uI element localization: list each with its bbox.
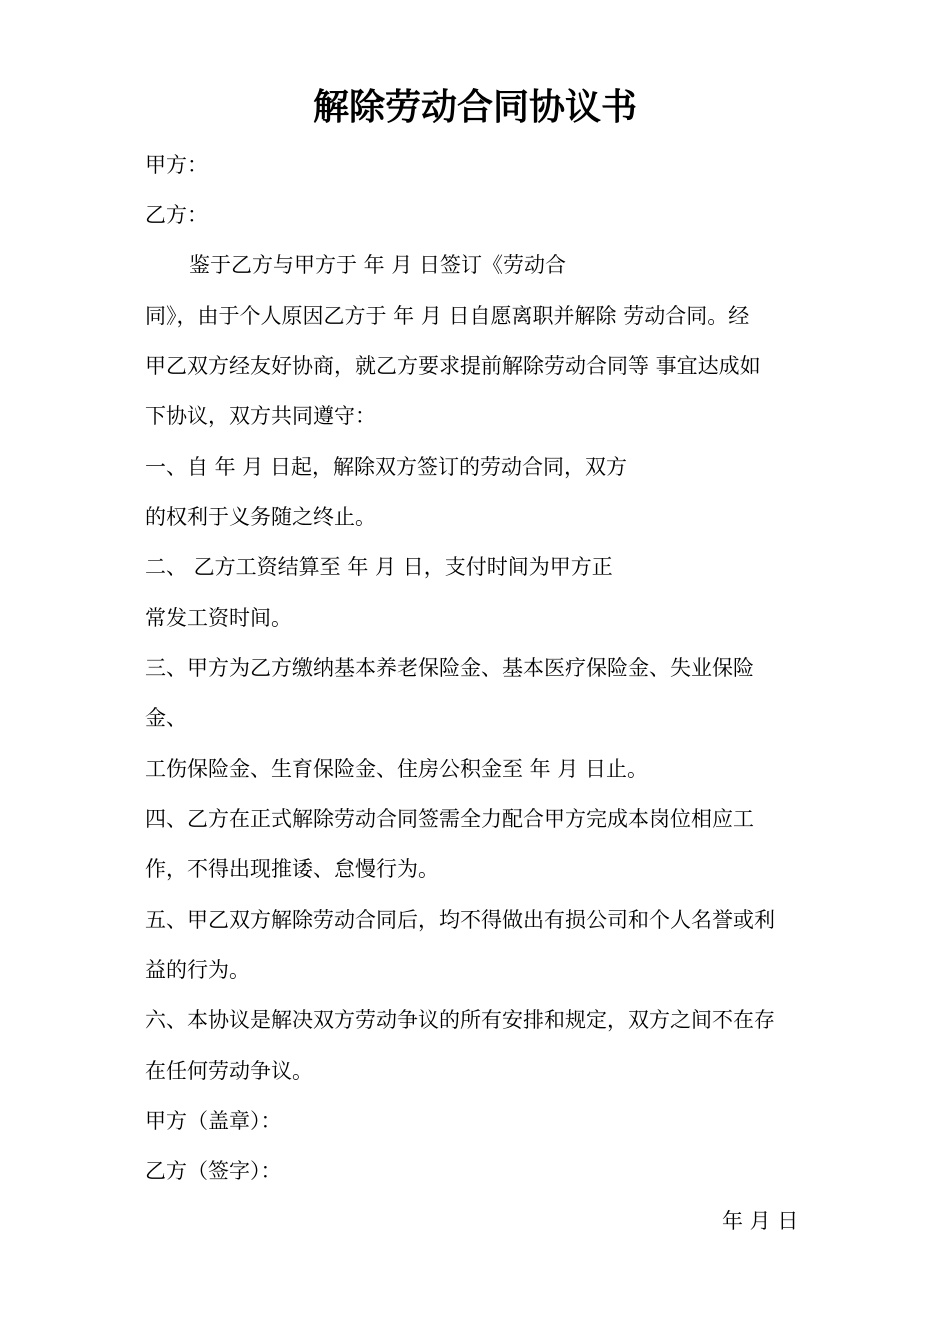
clause-5-line-2: 益的行为。 [145,958,250,982]
clause-2-line-1: 二、 乙方工资结算至 年 月 日，支付时间为甲方正 [145,555,613,579]
party-a-label: 甲方： [145,153,208,177]
signature-date: 年 月 日 [722,1209,799,1233]
preamble-line-1: 鉴于乙方与甲方于 年 月 日签订《劳动合 [189,253,567,277]
preamble-line-3: 甲乙双方经友好协商，就乙方要求提前解除劳动合同等 事宜达成如 [145,354,761,378]
clause-3-line-3: 工伤保险金、生育保险金、住房公积金至 年 月 日止。 [145,757,649,781]
preamble-line-4: 下协议，双方共同遵守： [145,404,376,428]
clause-6-line-1: 六、本协议是解决双方劳动争议的所有安排和规定，双方之间不在存 [145,1008,775,1032]
preamble-line-2: 同》，由于个人原因乙方于 年 月 日自愿离职并解除 劳动合同。经 [145,304,750,328]
clause-3-line-1: 三、甲方为乙方缴纳基本养老保险金、基本医疗保险金、失业保险 [145,656,754,680]
clause-1-line-1: 一、自 年 月 日起，解除双方签订的劳动合同，双方 [145,455,628,479]
clause-3-line-2: 金、 [145,706,187,730]
clause-1-line-2: 的权利于义务随之终止。 [145,505,376,529]
signature-party-b: 乙方（签字）： [145,1159,282,1183]
clause-6-line-2: 在任何劳动争议。 [145,1059,313,1083]
document-title: 解除劳动合同协议书 [312,86,637,128]
signature-party-a: 甲方（盖章）： [145,1109,282,1133]
clause-4-line-2: 作，不得出现推诿、怠慢行为。 [145,857,439,881]
clause-5-line-1: 五、甲乙双方解除劳动合同后，均不得做出有损公司和个人名誉或利 [145,908,775,932]
clause-2-line-2: 常发工资时间。 [145,606,292,630]
clause-4-line-1: 四、乙方在正式解除劳动合同签需全力配合甲方完成本岗位相应工 [145,807,754,831]
party-b-label: 乙方： [145,203,208,227]
